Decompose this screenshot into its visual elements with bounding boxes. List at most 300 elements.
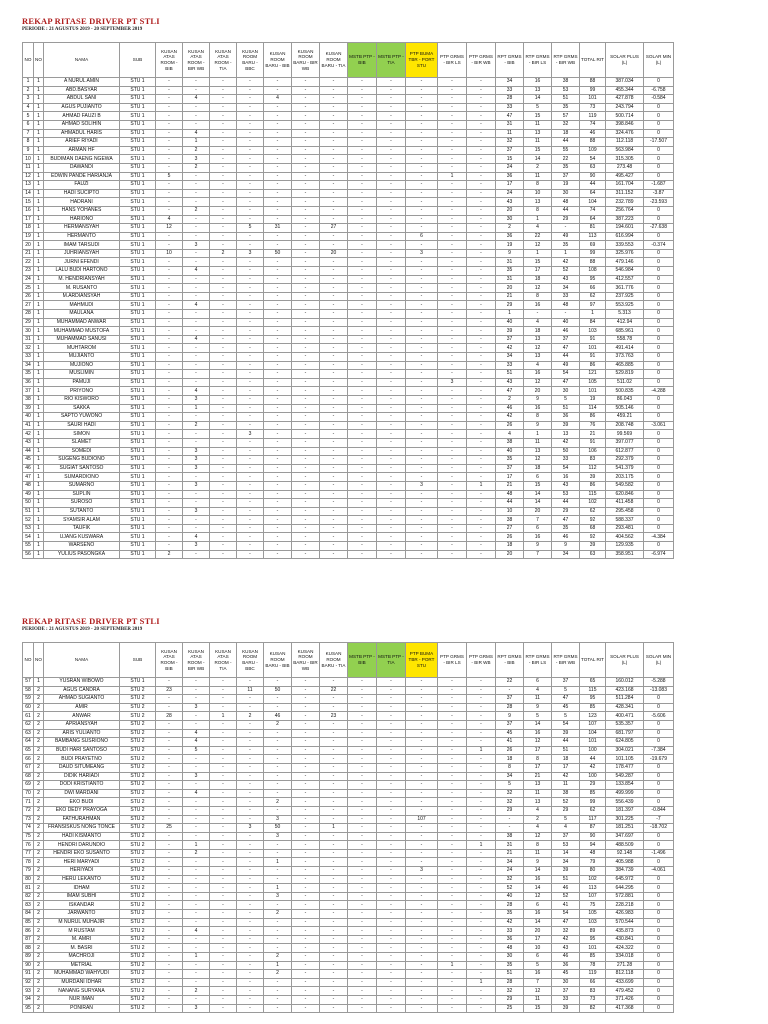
table-cell: - (237, 524, 264, 533)
table-cell: - (467, 858, 496, 867)
table-cell: - (320, 858, 348, 867)
table-cell: 94 (23, 995, 34, 1004)
table-cell: - (377, 318, 406, 327)
table-cell: 2 (34, 995, 44, 1004)
table-cell: 32 (496, 987, 524, 996)
table-cell: 558.78 (606, 335, 644, 344)
table-cell: - (237, 481, 264, 490)
table-cell: - (348, 524, 377, 533)
table-cell: - (438, 729, 467, 738)
table-cell: -3.061 (644, 421, 674, 430)
table-row (23, 198, 674, 207)
table-cell: - (377, 378, 406, 387)
table-cell: - (406, 241, 438, 250)
table-cell: - (377, 95, 406, 104)
table-cell: - (237, 301, 264, 310)
table-cell: 29 (552, 806, 580, 815)
table-cell: STU 2 (120, 875, 156, 884)
table-cell: 74 (580, 206, 606, 215)
table-cell: - (237, 490, 264, 499)
table-cell: 2 (34, 892, 44, 901)
table-cell: - (377, 413, 406, 422)
table-cell: 0 (644, 103, 674, 112)
table-cell: 55 (23, 542, 34, 551)
table-cell: 293.481 (606, 524, 644, 533)
table-cell: 123 (580, 712, 606, 721)
table-cell: 10 (524, 944, 552, 953)
table-cell: - (348, 892, 377, 901)
table-cell: 50 (552, 447, 580, 456)
table-cell: - (377, 901, 406, 910)
table-cell: - (210, 284, 237, 293)
table-cell: NUR IMAN (44, 995, 120, 1004)
table-cell: - (377, 867, 406, 876)
table-cell: 546.984 (606, 267, 644, 276)
table-cell: - (237, 499, 264, 508)
table-cell: 89 (23, 953, 34, 962)
table-cell: 86 (580, 481, 606, 490)
table-cell: - (438, 824, 467, 833)
table-cell: STU 1 (120, 284, 156, 293)
table-cell: 563.984 (606, 146, 644, 155)
table-cell: HERI MARYADI (44, 858, 120, 867)
table-cell: - (348, 258, 377, 267)
table-cell: STU 1 (120, 464, 156, 473)
table-cell: 1 (34, 189, 44, 198)
table-cell: 40 (496, 318, 524, 327)
table-cell: 1 (34, 292, 44, 301)
table-row (23, 404, 674, 413)
table-cell: 37 (496, 464, 524, 473)
table-cell: 2 (34, 970, 44, 979)
table-cell: M NURUL MUHAJIR (44, 918, 120, 927)
table-cell: - (348, 763, 377, 772)
table-cell: - (348, 703, 377, 712)
table-cell: 0 (644, 344, 674, 353)
table-cell: - (237, 746, 264, 755)
table-cell: 4 (156, 215, 183, 224)
table-cell: 0 (644, 146, 674, 155)
table-cell: - (264, 86, 292, 95)
table-cell: - (406, 438, 438, 447)
table-cell: - (156, 978, 183, 987)
table-cell: - (156, 129, 183, 138)
table-cell: - (438, 550, 467, 559)
table-cell: 40 (23, 413, 34, 422)
table-cell: - (348, 473, 377, 482)
column-header: MSTB PTP - TIA (377, 643, 406, 678)
column-header: NO (23, 643, 34, 678)
table-cell: 39 (552, 1004, 580, 1013)
column-header: KUSAN ATAS ROOM - BIR WB (183, 43, 210, 78)
table-cell: - (210, 524, 237, 533)
table-cell: 2 (183, 146, 210, 155)
table-cell: - (467, 430, 496, 439)
table-cell: - (237, 284, 264, 293)
table-cell: - (320, 481, 348, 490)
table-row (23, 507, 674, 516)
table-cell: - (438, 978, 467, 987)
table-cell: - (183, 686, 210, 695)
table-cell: - (406, 772, 438, 781)
table-cell: - (348, 155, 377, 164)
table-cell: - (183, 353, 210, 362)
table-cell: - (438, 438, 467, 447)
table-cell: - (237, 729, 264, 738)
table-cell: - (496, 686, 524, 695)
table-cell: 81 (23, 884, 34, 893)
table-cell: DAUD SITUMEANG (44, 763, 120, 772)
table-cell: - (183, 318, 210, 327)
table-cell: MURDANI IDHAR (44, 978, 120, 987)
table-cell: 2 (34, 858, 44, 867)
table-cell: -18.702 (644, 824, 674, 833)
table-cell: 33 (552, 456, 580, 465)
table-cell: 2 (183, 849, 210, 858)
table-cell: STU 1 (120, 678, 156, 687)
table-cell: - (264, 189, 292, 198)
table-cell: 616.994 (606, 232, 644, 241)
table-cell: 685.961 (606, 327, 644, 336)
table-cell: - (377, 241, 406, 250)
table-cell: 645.972 (606, 875, 644, 884)
table-cell: 237.925 (606, 292, 644, 301)
table-cell: 0 (644, 318, 674, 327)
table-cell: - (467, 95, 496, 104)
table-cell: 5 (524, 103, 552, 112)
table-cell: 2 (183, 163, 210, 172)
table-cell: AGUS PUJIANTO (44, 103, 120, 112)
table-row (23, 875, 674, 884)
table-cell: - (237, 138, 264, 147)
table-cell: 644.295 (606, 884, 644, 893)
table-cell: STU 1 (120, 421, 156, 430)
table-cell: - (292, 112, 320, 121)
table-cell: - (292, 275, 320, 284)
table-cell: - (377, 746, 406, 755)
table-cell: - (292, 953, 320, 962)
table-cell: 36 (23, 378, 34, 387)
table-cell: 10 (23, 155, 34, 164)
table-cell: 1 (34, 224, 44, 233)
table-cell: - (467, 927, 496, 936)
table-cell: - (210, 875, 237, 884)
table-cell: - (320, 927, 348, 936)
table-cell: 2 (237, 712, 264, 721)
table-cell: - (467, 464, 496, 473)
table-cell: - (406, 781, 438, 790)
table-cell: 0 (644, 542, 674, 551)
table-cell: - (237, 858, 264, 867)
table-cell: 53 (552, 490, 580, 499)
table-cell: ARMAN HF (44, 146, 120, 155)
table-cell: 0 (644, 858, 674, 867)
table-cell: - (320, 78, 348, 87)
table-cell: 12 (524, 738, 552, 747)
table-cell: 30 (496, 953, 524, 962)
table-cell: 1 (580, 310, 606, 319)
table-cell: - (320, 370, 348, 379)
table-cell: 11 (524, 438, 552, 447)
table-cell: 26 (496, 533, 524, 542)
table-cell: 11 (524, 789, 552, 798)
table-cell: 9 (496, 712, 524, 721)
table-row (23, 129, 674, 138)
table-row (23, 849, 674, 858)
table-cell: 52 (23, 516, 34, 525)
table-cell: - (377, 224, 406, 233)
table-cell: BUDI PRAYETNO (44, 755, 120, 764)
table-cell: STU 1 (120, 404, 156, 413)
table-cell: - (406, 327, 438, 336)
table-cell: - (183, 284, 210, 293)
table-cell: - (183, 875, 210, 884)
table-cell: - (348, 301, 377, 310)
table-cell: 5 (552, 395, 580, 404)
table-cell: - (348, 464, 377, 473)
table-cell: - (348, 944, 377, 953)
table-cell: SUGENG BUDIONO (44, 456, 120, 465)
table-cell: - (210, 318, 237, 327)
table-cell: 81 (580, 224, 606, 233)
table-cell: STU 2 (120, 781, 156, 790)
table-row (23, 464, 674, 473)
table-cell: - (210, 224, 237, 233)
table-cell: - (438, 215, 467, 224)
table-cell: 1 (467, 481, 496, 490)
table-cell: - (292, 849, 320, 858)
table-cell: - (406, 746, 438, 755)
table-cell: - (264, 310, 292, 319)
table-cell: - (406, 112, 438, 121)
table-cell: - (237, 438, 264, 447)
table-cell: - (183, 815, 210, 824)
table-cell: 11 (524, 849, 552, 858)
table-cell: 30 (496, 215, 524, 224)
table-cell: - (292, 267, 320, 276)
table-cell: - (320, 378, 348, 387)
table-cell: - (292, 387, 320, 396)
table-cell: - (156, 901, 183, 910)
table-cell: - (406, 490, 438, 499)
table-cell: - (320, 516, 348, 525)
table-cell: STU 1 (120, 499, 156, 508)
table-cell: 13 (524, 86, 552, 95)
table-cell: - (237, 987, 264, 996)
table-cell: - (348, 772, 377, 781)
table-cell: 7 (524, 516, 552, 525)
table-cell: - (320, 292, 348, 301)
table-cell: - (156, 301, 183, 310)
table-cell: -23.593 (644, 198, 674, 207)
table-cell: - (210, 103, 237, 112)
table-cell: 1 (183, 841, 210, 850)
table-cell: - (377, 524, 406, 533)
table-cell: 0 (644, 292, 674, 301)
table-cell: -4.061 (644, 867, 674, 876)
table-cell: 8 (23, 138, 34, 147)
table-cell: - (237, 241, 264, 250)
table-cell: - (467, 772, 496, 781)
table-cell: 412.557 (606, 275, 644, 284)
table-cell: - (292, 189, 320, 198)
table-cell: - (438, 849, 467, 858)
table-cell: 24 (496, 189, 524, 198)
table-cell: 0 (644, 327, 674, 336)
table-cell: - (467, 970, 496, 979)
table-cell: - (156, 499, 183, 508)
table-cell: 53 (23, 524, 34, 533)
table-cell: 5 (524, 712, 552, 721)
table-cell: - (377, 712, 406, 721)
table-cell: 0 (644, 987, 674, 996)
table-cell: STU 2 (120, 695, 156, 704)
table-cell: - (320, 935, 348, 944)
table-cell: 11 (23, 163, 34, 172)
table-cell: - (292, 875, 320, 884)
table-row (23, 275, 674, 284)
table-cell: - (292, 370, 320, 379)
table-cell: 106 (580, 447, 606, 456)
table-cell: 27 (496, 524, 524, 533)
table-cell: JARWANTO (44, 910, 120, 919)
table-cell: 51 (552, 404, 580, 413)
table-cell: 90 (580, 832, 606, 841)
table-cell: - (438, 395, 467, 404)
table-cell: - (210, 120, 237, 129)
table-cell: 37 (552, 987, 580, 996)
table-cell: STU 1 (120, 146, 156, 155)
table-cell: - (292, 970, 320, 979)
table-cell: - (292, 310, 320, 319)
table-cell: 0 (644, 438, 674, 447)
table-cell: 1 (34, 516, 44, 525)
table-cell: 16 (524, 533, 552, 542)
table-cell: - (292, 155, 320, 164)
table-cell: 54 (552, 370, 580, 379)
table-cell: 11 (552, 781, 580, 790)
table-cell: 11 (524, 120, 552, 129)
table-cell: - (210, 447, 237, 456)
table-cell: 0 (644, 464, 674, 473)
table-cell: - (292, 867, 320, 876)
table-cell: 9 (524, 395, 552, 404)
table-cell: - (292, 353, 320, 362)
table-cell: 0 (644, 163, 674, 172)
table-cell: 500.835 (606, 387, 644, 396)
table-cell: 1 (34, 78, 44, 87)
table-cell: 6 (524, 953, 552, 962)
table-cell: - (406, 129, 438, 138)
table-row (23, 858, 674, 867)
table-cell: - (292, 198, 320, 207)
table-cell: - (438, 86, 467, 95)
table-cell: 1 (467, 978, 496, 987)
table-cell: 292.379 (606, 456, 644, 465)
table-cell: 45 (23, 456, 34, 465)
table-cell: 5 (496, 781, 524, 790)
table-cell: 101 (580, 944, 606, 953)
table-cell: - (406, 86, 438, 95)
table-row (23, 806, 674, 815)
table-cell: - (264, 464, 292, 473)
table-cell: ANWAR (44, 712, 120, 721)
table-cell: 2 (264, 970, 292, 979)
table-cell: - (438, 146, 467, 155)
table-row (23, 249, 674, 258)
table-cell: STU 1 (120, 524, 156, 533)
table-cell: 0 (644, 927, 674, 936)
table-cell: 43 (552, 481, 580, 490)
table-cell: ARIS YULIANTO (44, 729, 120, 738)
table-cell: - (292, 344, 320, 353)
table-cell: - (438, 95, 467, 104)
table-cell: 44 (496, 499, 524, 508)
column-header: KUSAN ATAS ROOM - BIB (156, 43, 183, 78)
table-row (23, 729, 674, 738)
table-cell: - (264, 155, 292, 164)
table-cell: - (406, 421, 438, 430)
table-cell: 49 (23, 490, 34, 499)
table-cell: - (210, 858, 237, 867)
table-cell: 50 (264, 824, 292, 833)
table-row (23, 189, 674, 198)
table-cell: 5 (552, 686, 580, 695)
table-cell: 12 (524, 892, 552, 901)
table-cell: 3 (183, 395, 210, 404)
table-cell: - (156, 490, 183, 499)
table-cell: - (377, 686, 406, 695)
table-cell: - (377, 447, 406, 456)
table-cell: - (156, 370, 183, 379)
table-cell: 181.397 (606, 806, 644, 815)
table-cell: 107 (580, 892, 606, 901)
table-row (23, 970, 674, 979)
table-cell: - (406, 789, 438, 798)
table-cell: 54 (23, 533, 34, 542)
table-cell: - (237, 918, 264, 927)
table-cell: - (237, 884, 264, 893)
table-cell: - (210, 370, 237, 379)
table-cell: STU 1 (120, 138, 156, 147)
table-cell: - (377, 103, 406, 112)
table-cell: 102 (580, 875, 606, 884)
table-cell: SUTANTO (44, 507, 120, 516)
table-cell: 4 (524, 318, 552, 327)
table-cell: - (320, 892, 348, 901)
table-cell: 47 (552, 516, 580, 525)
table-cell: - (406, 542, 438, 551)
table-cell: - (210, 953, 237, 962)
table-cell: - (237, 763, 264, 772)
table-cell: - (377, 1004, 406, 1013)
table-cell: - (348, 206, 377, 215)
table-cell: - (348, 970, 377, 979)
table-cell: 88 (580, 138, 606, 147)
table-cell: 41 (496, 738, 524, 747)
column-header: PTP GRMS - BIR LS (438, 43, 467, 78)
table-cell: - (156, 404, 183, 413)
table-cell: 34 (496, 78, 524, 87)
table-cell: 51 (552, 95, 580, 104)
table-cell: - (264, 550, 292, 559)
table-cell: 12 (524, 284, 552, 293)
table-cell: 109 (580, 146, 606, 155)
table-cell: 3 (264, 815, 292, 824)
table-cell: - (348, 481, 377, 490)
table-cell: 24 (496, 867, 524, 876)
table-cell: 2 (34, 798, 44, 807)
